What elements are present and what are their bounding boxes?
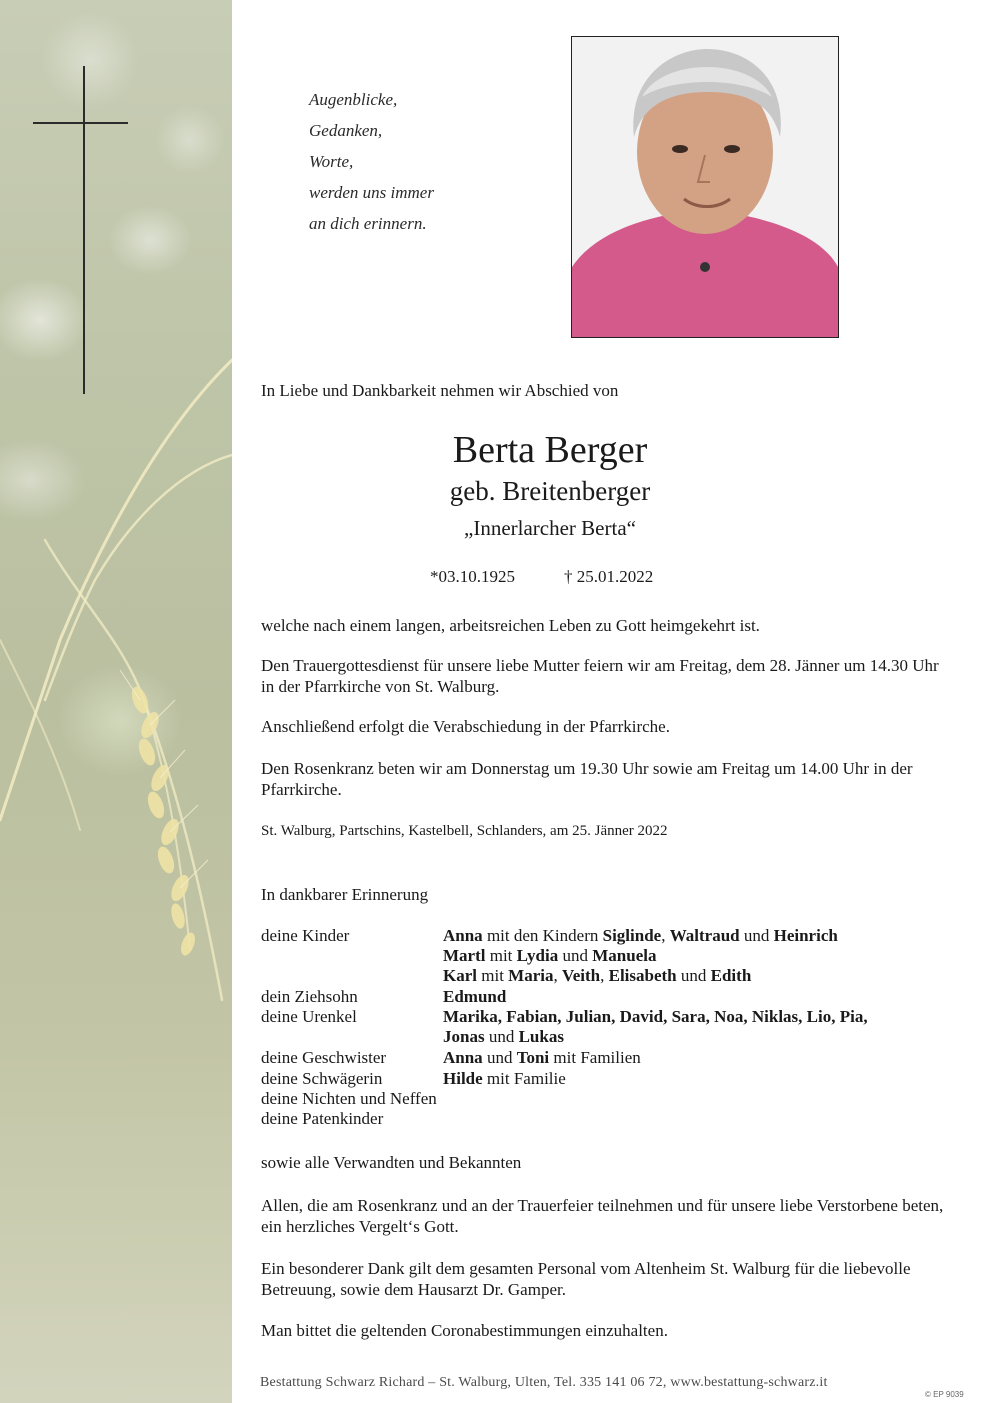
name-veith: Veith: [562, 966, 601, 985]
special-thanks-text: Ein besonderer Dank gilt dem gesamten Personal vom Altenheim St. Walburg für die liebevolle Betreuung, sowie dem Hausarzt Dr. Gamper.: [261, 1259, 911, 1299]
place-date-text: St. Walburg, Partschins, Kastelbell, Schlanders, am 25. Jänner 2022: [261, 823, 668, 839]
poem-line: werden uns immer: [309, 183, 434, 202]
death-date: † 25.01.2022: [564, 567, 654, 586]
name-hilde: Hilde: [443, 1069, 483, 1088]
poem-line: an dich erinnern.: [309, 214, 427, 233]
grateful-text: In dankbarer Erinnerung: [261, 885, 429, 904]
word-and: und: [486, 1048, 513, 1067]
name-edmund: Edmund: [443, 987, 507, 1006]
word-with-families: mit Familien: [553, 1048, 641, 1067]
returned-text: welche nach einem langen, arbeitsreichen Leben zu Gott heimgekehrt ist.: [261, 616, 760, 635]
intro-text: In Liebe und Dankbarkeit nehmen wir Abschied von: [261, 381, 619, 400]
cross-icon-horizontal: [33, 122, 128, 124]
name-lydia: Lydia: [516, 946, 559, 965]
print-code: © EP 9039: [925, 1390, 964, 1399]
word-and: und: [562, 946, 588, 965]
word-with: mit: [489, 946, 513, 965]
name-edith: Edith: [710, 966, 752, 985]
name-karl: Karl: [443, 966, 477, 985]
label-godchildren: deine Patenkinder: [261, 1109, 384, 1128]
word-and: und: [488, 1027, 515, 1046]
label-foster-son: dein Ziehsohn: [261, 987, 358, 1006]
sister-in-law-line: [443, 1069, 963, 1089]
label-siblings: deine Geschwister: [261, 1048, 387, 1067]
name-anna: Anna: [443, 926, 483, 945]
birth-date: *03.10.1925: [430, 567, 515, 586]
label-sister-in-law: deine Schwägerin: [261, 1069, 383, 1088]
word-and: und: [680, 966, 707, 985]
great-grandchildren-line-1: [443, 1007, 963, 1027]
deceased-name: Berta Berger: [452, 429, 648, 471]
word-with: mit: [481, 966, 504, 985]
label-children: deine Kinder: [261, 926, 350, 945]
farewell-text: Anschließend erfolgt die Verabschiedung in der Pfarrkirche.: [261, 717, 670, 736]
thanks-text: Allen, die am Rosenkranz und an der Trauerfeier teilnehmen und für unsere liebe Verstorbene beten, ein herzliches Vergelt‘s Gott.: [261, 1196, 944, 1236]
name-jonas: Jonas: [443, 1027, 485, 1046]
service-text: Den Trauergottesdienst für unsere liebe Mutter feiern wir am Freitag, dem 28. Jänner um 14.30 Uhr in der Pfarrkirche von St. Walburg.: [261, 656, 939, 696]
word-with-children: mit den Kindern: [486, 926, 599, 945]
name-waltraud: Waltraud: [669, 926, 740, 945]
funeral-home-footer: Bestattung Schwarz Richard – St. Walburg, Ulten, Tel. 335 141 06 72, www.bestattung-schwarz.it: [260, 1375, 828, 1390]
foster-son-line: [443, 987, 963, 1007]
name-manuela: Manuela: [592, 946, 657, 965]
name-lukas: Lukas: [518, 1027, 564, 1046]
word-with-family: mit Familie: [486, 1069, 566, 1088]
name-heinrich: Heinrich: [773, 926, 838, 945]
nickname: „Innerlarcher Berta“: [464, 516, 636, 540]
poem-line: Gedanken,: [309, 121, 383, 140]
label-nieces-nephews: deine Nichten und Neffen: [261, 1089, 437, 1108]
decorative-wheat-panel: [0, 0, 232, 1403]
portrait-illustration: [572, 37, 838, 337]
relatives-all-text: sowie alle Verwandten und Bekannten: [261, 1153, 522, 1172]
poem-line: Worte,: [309, 152, 354, 171]
children-line-1: Anna mit den Kindern Siglinde, Waltraud und Heinrich: [443, 926, 838, 945]
children-line-2: [443, 946, 963, 966]
name-elisabeth: Elisabeth: [608, 966, 677, 985]
name-anna-sibling: Anna: [443, 1048, 483, 1067]
name-maria: Maria: [508, 966, 554, 985]
great-grandchildren-names: Marika, Fabian, Julian, David, Sara, Noa, Niklas, Lio, Pia,: [443, 1007, 868, 1026]
name-toni: Toni: [516, 1048, 550, 1067]
wheat-illustration: [0, 0, 232, 1403]
label-great-grandchildren: deine Urenkel: [261, 1007, 357, 1026]
name-siglinde: Siglinde: [602, 926, 662, 945]
portrait-photo: [571, 36, 839, 338]
cross-icon-vertical: [83, 66, 85, 394]
great-grandchildren-line-2: [443, 1027, 963, 1047]
rosary-text: Den Rosenkranz beten wir am Donnerstag um 19.30 Uhr sowie am Freitag um 14.00 Uhr in der Pfarrkirche.: [261, 759, 913, 799]
poem: [309, 84, 434, 239]
children-line-3: Karl mit Maria, Veith, Elisabeth und Edith: [443, 966, 752, 985]
poem-line: Augenblicke,: [309, 90, 398, 109]
corona-text: Man bittet die geltenden Coronabestimmungen einzuhalten.: [261, 1321, 668, 1340]
word-and: und: [743, 926, 770, 945]
birth-name: geb. Breitenberger: [449, 476, 651, 506]
name-martl: Martl: [443, 946, 486, 965]
siblings-line: [443, 1048, 963, 1068]
